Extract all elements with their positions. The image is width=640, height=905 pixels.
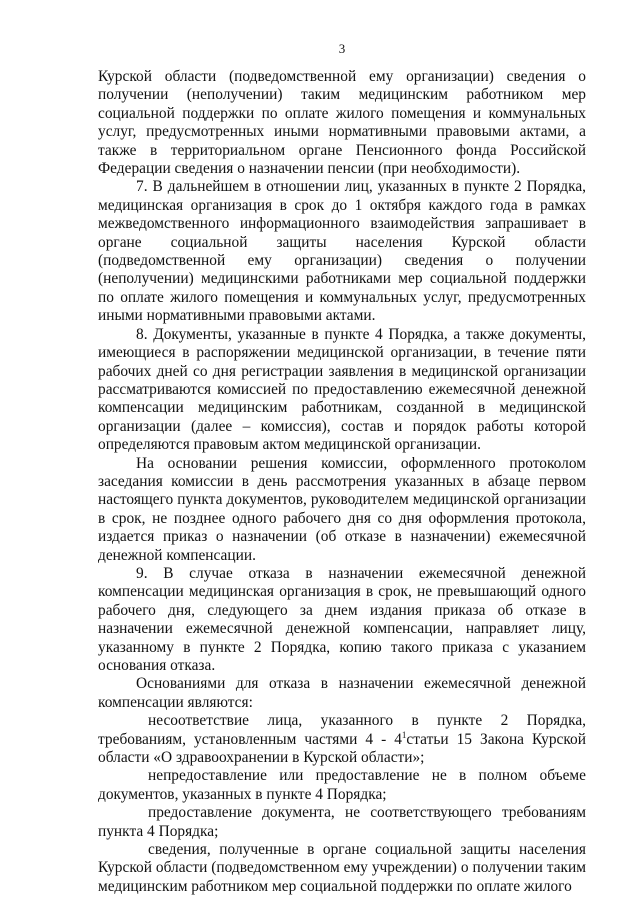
paragraph-item-8: 8. Документы, указанные в пункте 4 Порядка, а также документы, имеющиеся в распоряжении медицинской организации, в течение пяти рабочих дней со дня регистрации заявления в медицинской организации рассматриваются комиссией по предоставлению ежемесячной денежной компенсации медицинским работникам, созданной в медицинской организации (далее – комиссия), состав и порядок работы которой определяются правовым актом медицинской организации. (98, 325, 586, 454)
paragraph-ground-incomplete-documents: непредоставление или предоставление не в полном объеме документов, указанных в пункте 4 Порядка; (98, 767, 586, 803)
ground-nonconformity-text-after: статьи 15 Закона Курской области «О здравоохранении в Курской области»; (98, 730, 586, 767)
paragraph-ground-nonconformity (98, 712, 586, 767)
paragraph-ground-social-support-info: сведения, полученные в органе социальной защиты населения Курской области (подведомственном ему учреждении) о получении таким медицинским работником мер социальной поддержки по оплате жилого (98, 841, 586, 895)
paragraph-ground-invalid-document: предоставление документа, не соответствующего требованиям пункта 4 Порядка; (98, 804, 586, 840)
paragraph-item-9: 9. В случае отказа в назначении ежемесячной денежной компенсации медицинская организация в срок, не превышающий одного рабочего дня, следующего за днем издания приказа об отказе в назначении ежемесячной денежной компенсации, направляет лицу, указанному в пункте 2 Порядка, копию такого приказа с указанием основания отказа. (98, 564, 586, 674)
paragraph-commission-decision: На основании решения комиссии, оформленного протоколом заседания комиссии в день рассмотрения указанных в абзаце первом настоящего пункта документов, руководителем медицинской организации в срок, не позднее одного рабочего дня со дня оформления протокола, издается приказ о назначении (об отказе в назначении) ежемесячной денежной компенсации. (98, 454, 586, 564)
ground-nonconformity-text-before: несоответствие лица, указанного в пункте 2 Порядка, требованиям, установленным частями 4 - 4 (98, 712, 586, 748)
page-number: 3 (338, 41, 346, 56)
document-page (98, 40, 586, 900)
superscript-marker: 1 (401, 729, 407, 740)
paragraph-continuation: Курской области (подведомственной ему организации) сведения о получении (неполучении) таким медицинским работником мер социальной поддержки по оплате жилого помещения и коммунальных услуг, предусмотренных иными нормативными правовыми актами, а также в территориальном органе Пенсионного фонда Российской Федерации сведения о назначении пенсии (при необходимости). (98, 68, 586, 178)
paragraph-item-7: 7. В дальнейшем в отношении лиц, указанных в пункте 2 Порядка, медицинская организация в срок до 1 октября каждого года в рамках межведомственного информационного взаимодействия запрашивает в органе социальной защиты населения Курской области (подведомственной ему организации) сведения о получении (неполучении) медицинскими работниками мер социальной поддержки по оплате жилого помещения и коммунальных услуг, предусмотренных иными нормативными правовыми актами. (98, 178, 586, 325)
paragraph-refusal-grounds-intro: Основаниями для отказа в назначении ежемесячной денежной компенсации являются: (98, 675, 586, 711)
